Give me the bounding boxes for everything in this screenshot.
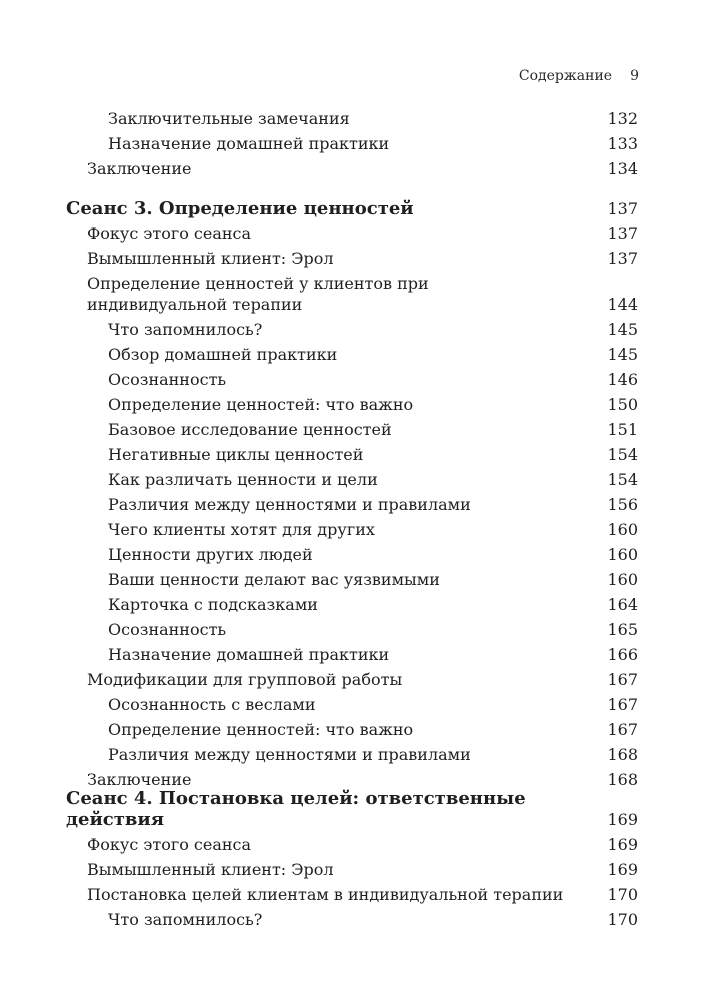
toc-entry-title: Назначение домашней практики [108,134,390,153]
toc-entry [66,590,638,615]
toc-entry-page: 151 [607,420,638,439]
toc-entry-title: Заключение [87,159,192,178]
toc-entry-page: 137 [607,224,638,243]
toc-entry [66,855,638,880]
toc-entry-title: Заключительные замечания [108,109,350,128]
toc-entry-page: 168 [607,770,638,789]
toc-entry [66,154,638,179]
toc-entry [66,830,638,855]
toc-entry-page: 167 [607,695,638,714]
toc-entry [66,365,638,390]
toc-entry-title: Определение ценностей: что важно [108,395,414,414]
toc-entry [66,244,638,269]
toc-chapter-page: 169 [607,810,638,829]
toc-entry-title: Различия между ценностями и правилами [108,495,471,514]
toc-entry-page: 160 [607,520,638,539]
toc-entry-title: Осознанность [108,620,227,639]
toc-entry-title: Назначение домашней практики [108,645,390,664]
toc-entry-title: Различия между ценностями и правилами [108,745,471,764]
toc-entry-page: 134 [607,159,638,178]
toc-chapter-title: Сеанс 3. Определение ценностей [66,198,414,219]
toc-entry-title: Как различать ценности и цели [108,470,378,489]
toc-entry-title: Заключение [87,770,192,789]
running-head-section: Содержание [518,68,613,84]
toc-entry-page: 170 [607,910,638,929]
toc-entry-title: Фокус этого сеанса [87,835,252,854]
toc-entry [66,129,638,154]
toc-entry-title: Осознанность [108,370,227,389]
toc-entry-page: 169 [607,860,638,879]
toc-entry-page: 167 [607,670,638,689]
toc-entry [66,315,638,340]
toc-entry [66,515,638,540]
toc-entry-title: Вымышленный клиент: Эрол [87,860,334,879]
toc-entry-title: Постановка целей клиентам в индивидуальной терапии [87,885,564,904]
toc-chapter-session-4 [66,788,638,830]
toc-entry [66,540,638,565]
toc-entry-title: Осознанность с веслами [108,695,316,714]
toc-entry [66,690,638,715]
toc-entry-title: Базовое исследование ценностей [108,420,392,439]
toc-entry-page: 137 [607,249,638,268]
toc-entry [66,740,638,765]
toc-entry-page: 132 [607,109,638,128]
toc-entry-title: Определение ценностей: что важно [108,720,414,739]
toc-entry-page: 165 [607,620,638,639]
toc-entry-title: Карточка с подсказками [108,595,318,614]
toc-entry-conclusion [66,765,638,790]
toc-entry-title: Ваши ценности делают вас уязвимыми [108,570,440,589]
toc-entry [66,640,638,665]
toc-entry-page: 167 [607,720,638,739]
toc-entry [66,104,638,129]
toc-entry [66,880,638,905]
toc-entry-page: 133 [607,134,638,153]
running-head-page-number: 9 [630,68,639,84]
toc-entry-page: 160 [607,570,638,589]
toc-entry-title: Ценности других людей [108,545,313,564]
toc-entry [66,440,638,465]
toc-entry [66,340,638,365]
toc-entry-page: 164 [607,595,638,614]
toc-entry-title: Вымышленный клиент: Эрол [87,249,334,268]
toc-entry-title: Фокус этого сеанса [87,224,252,243]
toc-entry-title: Определение ценностей у клиентов при индивидуальной терапии [87,274,429,314]
table-of-contents [66,104,638,930]
toc-entry-page: 168 [607,745,638,764]
toc-entry-title: Негативные циклы ценностей [108,445,364,464]
toc-entry-page: 150 [607,395,638,414]
toc-entry-page: 146 [607,370,638,389]
toc-entry-page: 144 [607,295,638,314]
toc-chapter-title: Сеанс 4. Постановка целей: ответственные действия [66,788,526,830]
toc-entry [66,219,638,244]
toc-chapter-session-3 [66,193,638,219]
toc-entry-title: Обзор домашней практики [108,345,338,364]
toc-entry-page: 154 [607,445,638,464]
toc-entry-page: 154 [607,470,638,489]
toc-entry-group-modifications [66,665,638,690]
toc-entry [66,565,638,590]
toc-entry [66,390,638,415]
toc-chapter-page: 137 [607,199,638,218]
toc-entry-page: 156 [607,495,638,514]
toc-entry-page: 160 [607,545,638,564]
toc-entry [66,269,638,315]
toc-entry [66,715,638,740]
toc-entry-page: 170 [607,885,638,904]
toc-entry-title: Модификации для групповой работы [87,670,403,689]
toc-entry-page: 169 [607,835,638,854]
toc-entry [66,905,638,930]
toc-entry [66,615,638,640]
toc-entry [66,490,638,515]
toc-entry-title: Что запомнилось? [108,910,263,929]
toc-entry [66,415,638,440]
running-head [519,68,639,84]
toc-entry-page: 166 [607,645,638,664]
toc-entry [66,465,638,490]
toc-entry-page: 145 [607,345,638,364]
toc-entry-page: 145 [607,320,638,339]
toc-entry-title: Чего клиенты хотят для других [108,520,375,539]
toc-entry-title: Что запомнилось? [108,320,263,339]
